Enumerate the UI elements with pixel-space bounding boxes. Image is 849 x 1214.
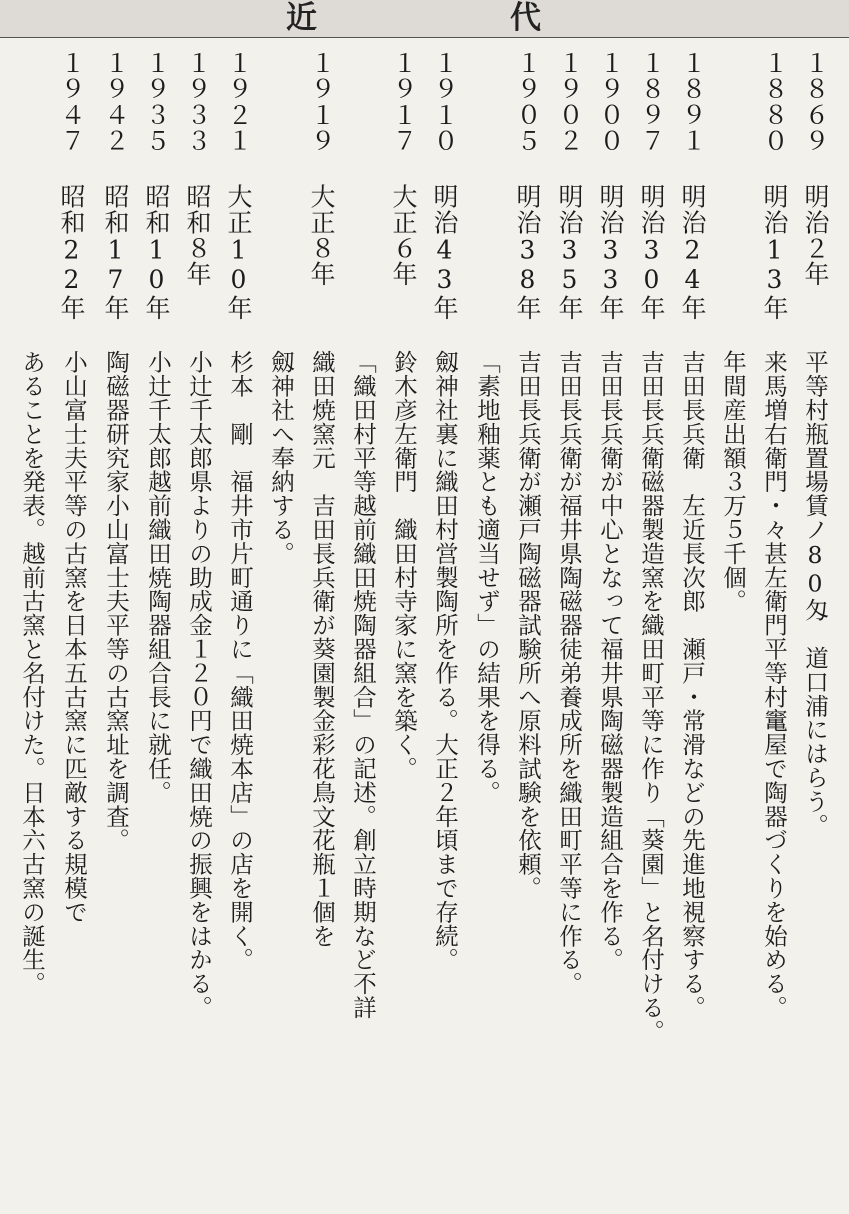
event-text: 吉田長兵衛 左近長次郎 瀬戸・常滑などの先進地視察する。 xyxy=(678,350,706,1020)
date-column: １８６９ 明治２年 xyxy=(801,50,830,288)
date-column: １９４７ 昭和22年 xyxy=(57,50,86,321)
date-column: １９２１ 大正10年 xyxy=(224,50,253,321)
date-column: １９１０ 明治43年 xyxy=(430,50,459,321)
era-title-char-2: 代 xyxy=(510,0,541,36)
event-text: あることを発表。越前古窯と名付けた。日本六古窯の誕生。 xyxy=(18,350,46,996)
event-text: 陶磁器研究家小山富士夫平等の古窯址を調査。 xyxy=(102,350,130,852)
date-column: １８９７ 明治30年 xyxy=(637,50,666,321)
event-text: 小山富士夫平等の古窯を日本五古窯に匹敵する規模で xyxy=(60,350,88,924)
event-text: 平等村瓶置場賃ノ80匁 道口浦にはらう。 xyxy=(801,350,829,837)
date-column: １９００ 明治33年 xyxy=(596,50,625,321)
date-column: １９０２ 明治35年 xyxy=(555,50,584,321)
date-column: １９０５ 明治38年 xyxy=(513,50,542,321)
event-text: 「素地釉薬とも適当せず」の結果を得る。 xyxy=(473,350,501,805)
event-text: 杉本 剛 福井市片町通りに「織田焼本店」の店を開く。 xyxy=(226,350,254,972)
event-text: 吉田長兵衛が瀬戸陶磁器試験所へ原料試験を依頼。 xyxy=(514,350,542,900)
event-text: 鈴木彦左衛門 織田村寺家に窯を築く。 xyxy=(390,350,418,781)
event-text: 「織田村平等越前織田焼陶器組合」の記述。創立時期など不詳 xyxy=(349,350,377,1020)
date-column: １８９１ 明治24年 xyxy=(678,50,707,321)
era-title-char-1: 近 xyxy=(286,0,317,36)
date-column: １９３３ 昭和８年 xyxy=(183,50,212,288)
date-column: １９４２ 昭和17年 xyxy=(101,50,130,321)
event-text: 来馬増右衛門・々甚左衛門平等村竃屋で陶器づくりを始める。 xyxy=(760,350,788,1020)
date-column: １９３５ 昭和10年 xyxy=(142,50,171,321)
event-text: 劔神社へ奉納する。 xyxy=(267,350,295,566)
event-text: 吉田長兵衛磁器製造窯を織田町平等に作り「葵園」と名付ける。 xyxy=(637,350,665,1044)
event-text: 年間産出額３万５千個。 xyxy=(719,350,747,613)
date-column: １９１７ 大正６年 xyxy=(389,50,418,288)
event-text: 小辻千太郎越前織田焼陶器組合長に就任。 xyxy=(144,350,172,805)
header-bar xyxy=(0,0,849,38)
date-column: １８８０ 明治13年 xyxy=(760,50,789,321)
event-text: 吉田長兵衛が福井県陶磁器徒弟養成所を織田町平等に作る。 xyxy=(555,350,583,996)
event-text: 小辻千太郎県よりの助成金１２０円で織田焼の振興をはかる。 xyxy=(185,350,213,1020)
event-text: 織田焼窯元 吉田長兵衛が葵園製金彩花鳥文花瓶１個を xyxy=(308,350,336,948)
event-text: 吉田長兵衛が中心となって福井県陶磁器製造組合を作る。 xyxy=(596,350,624,972)
event-text: 劔神社裏に織田村営製陶所を作る。大正２年頃まで存続。 xyxy=(431,350,459,972)
date-column: １９１９ 大正８年 xyxy=(307,50,336,288)
